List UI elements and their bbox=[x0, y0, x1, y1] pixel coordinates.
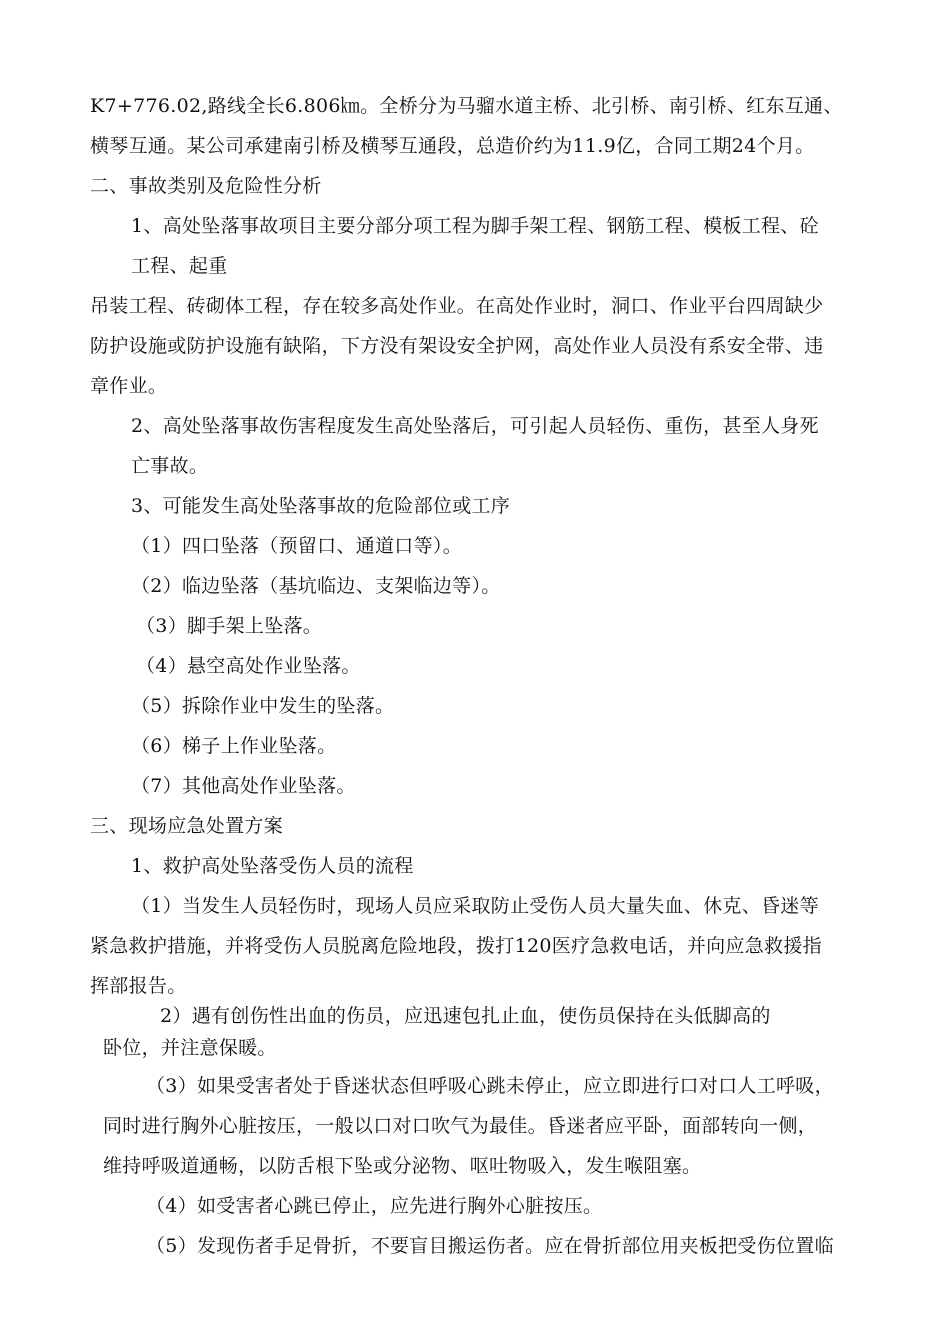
text-line-28: 维持呼吸道通畅，以防舌根下坠或分泌物、呕吐物吸入，发生喉阻塞。 bbox=[103, 1155, 702, 1177]
text-line-20: 1、救护高处坠落受伤人员的流程 bbox=[131, 855, 414, 877]
text-line-2: 横琴互通。某公司承建南引桥及横琴互通段，总造价约为11.9亿，合同工期24个月。 bbox=[90, 135, 815, 157]
text-line-4: 1、高处坠落事故项目主要分部分项工程为脚手架工程、钢筋工程、模板工程、砼 bbox=[131, 215, 819, 237]
text-line-27: 同时进行胸外心脏按压，一般以口对口吹气为最佳。昏迷者应平卧，面部转向一侧， bbox=[103, 1115, 818, 1137]
text-line-8: 章作业。 bbox=[90, 375, 168, 397]
text-line-10: 亡事故。 bbox=[131, 455, 209, 477]
text-line-24: 2）遇有创伤性出血的伤员，应迅速包扎止血，使伤员保持在头低脚高的 bbox=[160, 1005, 771, 1027]
text-line-5: 工程、起重 bbox=[131, 255, 228, 277]
list-item-6: （6）梯子上作业坠落。 bbox=[131, 735, 337, 757]
text-line-25: 卧位，并注意保暖。 bbox=[103, 1037, 277, 1059]
text-line-21: （1）当发生人员轻伤时，现场人员应采取防止受伤人员大量失血、休克、昏迷等 bbox=[131, 895, 819, 917]
text-line-6: 吊装工程、砖砌体工程，存在较多高处作业。在高处作业时，洞口、作业平台四周缺少 bbox=[90, 295, 824, 317]
list-item-3: （3）脚手架上坠落。 bbox=[136, 615, 323, 637]
text-line-1: K7+776.02,路线全长6.806㎞。全桥分为马骝水道主桥、北引桥、南引桥、红东互通、 bbox=[90, 95, 843, 117]
text-line-22: 紧急救护措施，并将受伤人员脱离危险地段，拨打120医疗急救电话，并向应急救援指 bbox=[90, 935, 822, 957]
list-item-5: （5）拆除作业中发生的坠落。 bbox=[131, 695, 395, 717]
list-item-7: （7）其他高处作业坠落。 bbox=[131, 775, 356, 797]
section-heading-2: 二、事故类别及危险性分析 bbox=[90, 175, 322, 197]
text-line-9: 2、高处坠落事故伤害程度发生高处坠落后，可引起人员轻伤、重伤，甚至人身死 bbox=[131, 415, 819, 437]
list-item-2: （2）临边坠落（基坑临边、支架临边等）。 bbox=[131, 575, 501, 597]
text-line-7: 防护设施或防护设施有缺陷，下方没有架设安全护网，高处作业人员没有系安全带、违 bbox=[90, 335, 824, 357]
text-line-29: （4）如受害者心跳已停止，应先进行胸外心脏按压。 bbox=[146, 1195, 603, 1217]
list-item-4: （4）悬空高处作业坠落。 bbox=[136, 655, 361, 677]
text-line-23: 挥部报告。 bbox=[90, 975, 187, 997]
section-heading-3: 三、现场应急处置方案 bbox=[90, 815, 284, 837]
text-line-11: 3、可能发生高处坠落事故的危险部位或工序 bbox=[131, 495, 511, 517]
text-line-26: （3）如果受害者处于昏迷状态但呼吸心跳未停止，应立即进行口对口人工呼吸， bbox=[146, 1075, 834, 1097]
list-item-1: （1）四口坠落（预留口、通道口等）。 bbox=[131, 535, 462, 557]
text-line-30: （5）发现伤者手足骨折，不要盲目搬运伤者。应在骨折部位用夹板把受伤位置临 bbox=[146, 1235, 834, 1257]
